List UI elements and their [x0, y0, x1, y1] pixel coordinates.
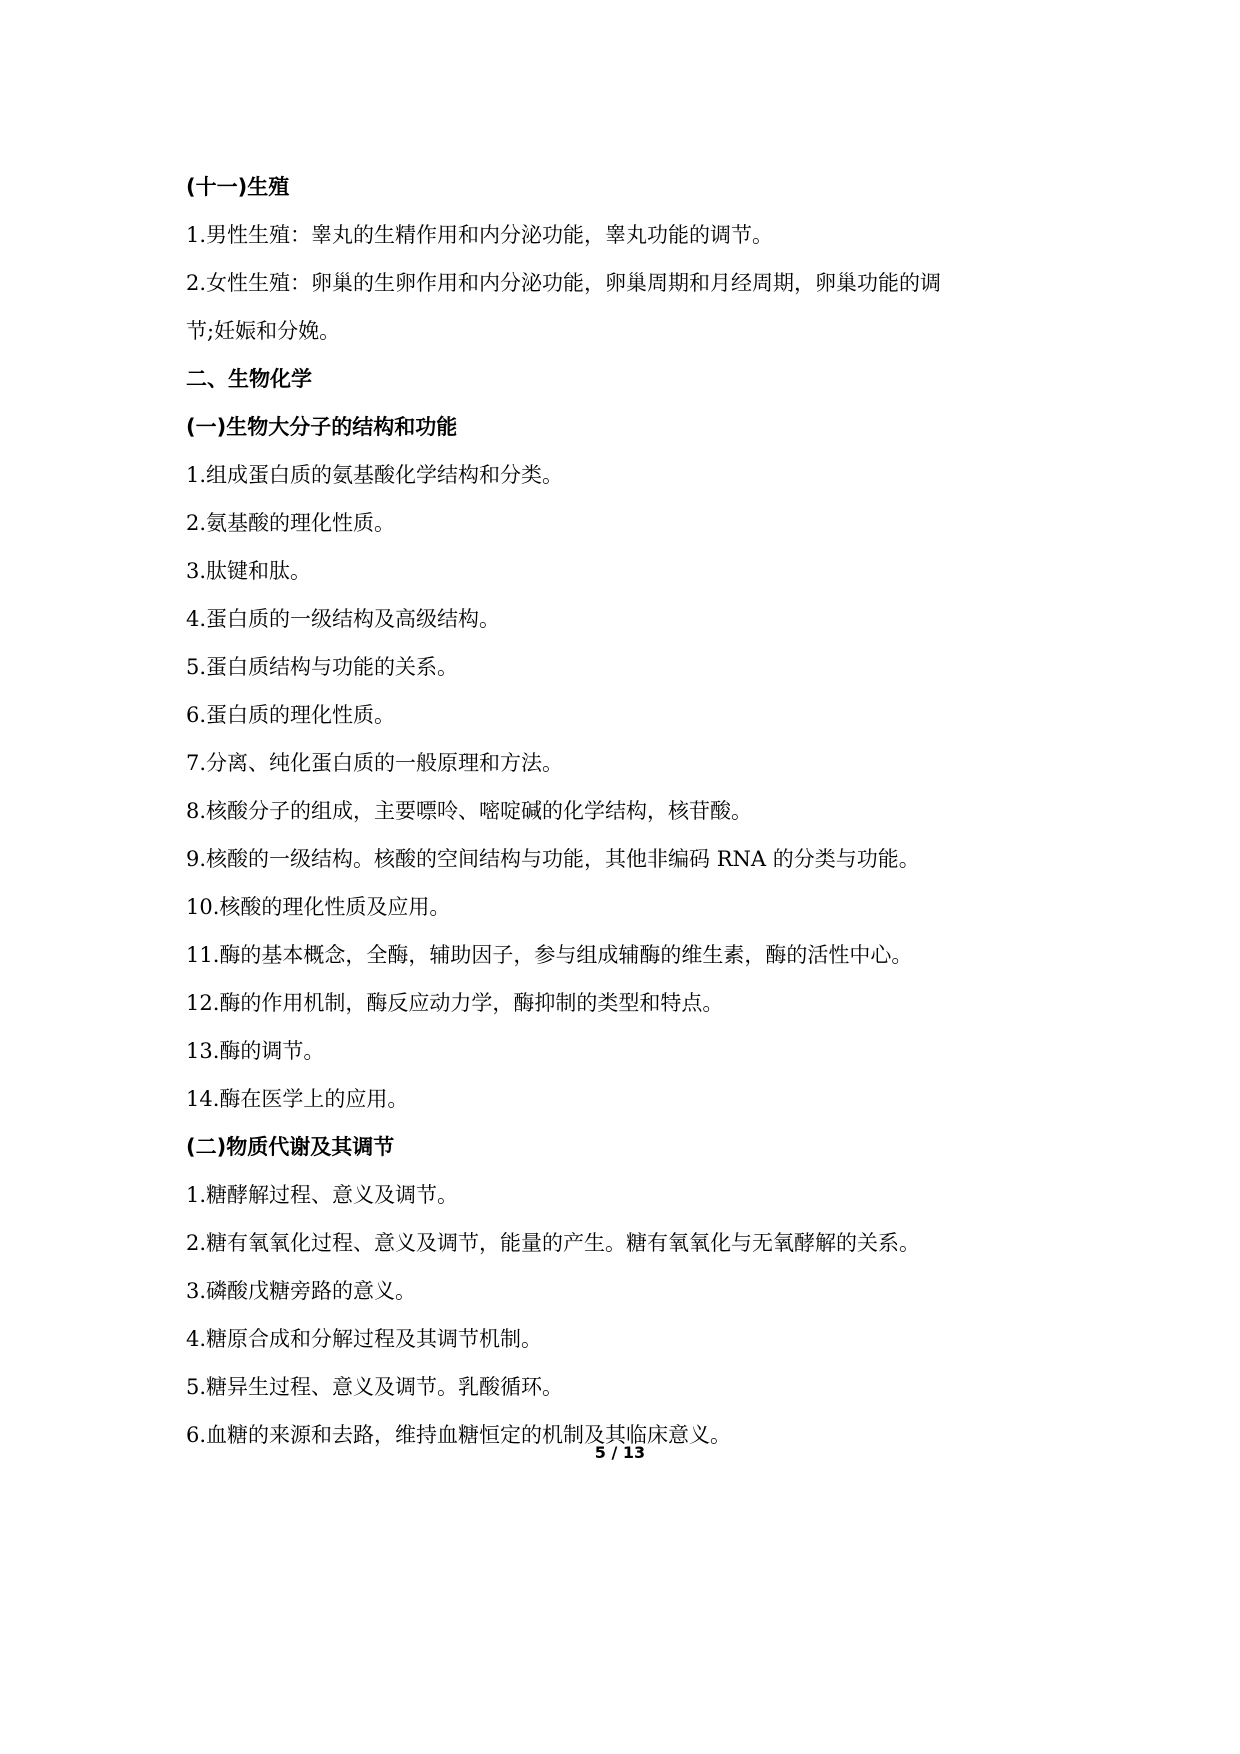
- list-item: 4.蛋白质的一级结构及高级结构。: [186, 607, 501, 631]
- list-item: 2.糖有氧氧化过程、意义及调节，能量的产生。糖有氧氧化与无氧酵解的关系。: [186, 1231, 921, 1255]
- list-item: 1.男性生殖：睾丸的生精作用和内分泌功能，睾丸功能的调节。: [186, 223, 774, 247]
- list-item: 1.组成蛋白质的氨基酸化学结构和分类。: [186, 463, 564, 487]
- list-item: 13.酶的调节。: [186, 1039, 325, 1063]
- section-heading-reproduction: (十一)生殖: [186, 175, 290, 199]
- list-item: 12.酶的作用机制，酶反应动力学，酶抑制的类型和特点。: [186, 991, 724, 1015]
- list-item: 11.酶的基本概念，全酶，辅助因子，参与组成辅酶的维生素，酶的活性中心。: [186, 943, 913, 967]
- list-item: 2.氨基酸的理化性质。: [186, 511, 396, 535]
- section-heading-metabolism: (二)物质代谢及其调节: [186, 1135, 395, 1159]
- list-item: 6.血糖的来源和去路，维持血糖恒定的机制及其临床意义。: [186, 1423, 732, 1447]
- list-item: 2.女性生殖：卵巢的生卵作用和内分泌功能，卵巢周期和月经周期，卵巢功能的调: [186, 271, 942, 295]
- chapter-heading-biochemistry: 二、生物化学: [186, 367, 312, 391]
- list-item: 9.核酸的一级结构。核酸的空间结构与功能，其他非编码 RNA 的分类与功能。: [186, 847, 920, 871]
- page-number: 5 / 13: [594, 1443, 646, 1462]
- list-item: 10.核酸的理化性质及应用。: [186, 895, 451, 919]
- section-heading-macromolecules: (一)生物大分子的结构和功能: [186, 415, 458, 439]
- list-item: 3.肽键和肽。: [186, 559, 312, 583]
- list-item: 4.糖原合成和分解过程及其调节机制。: [186, 1327, 543, 1351]
- list-item: 7.分离、纯化蛋白质的一般原理和方法。: [186, 751, 564, 775]
- list-item: 14.酶在医学上的应用。: [186, 1087, 409, 1111]
- list-item: 8.核酸分子的组成，主要嘌呤、嘧啶碱的化学结构，核苷酸。: [186, 799, 753, 823]
- list-item-continuation: 节;妊娠和分娩。: [186, 319, 341, 343]
- list-item: 3.磷酸戊糖旁路的意义。: [186, 1279, 417, 1303]
- list-item: 5.糖异生过程、意义及调节。乳酸循环。: [186, 1375, 564, 1399]
- list-item: 5.蛋白质结构与功能的关系。: [186, 655, 459, 679]
- list-item: 6.蛋白质的理化性质。: [186, 703, 396, 727]
- list-item: 1.糖酵解过程、意义及调节。: [186, 1183, 459, 1207]
